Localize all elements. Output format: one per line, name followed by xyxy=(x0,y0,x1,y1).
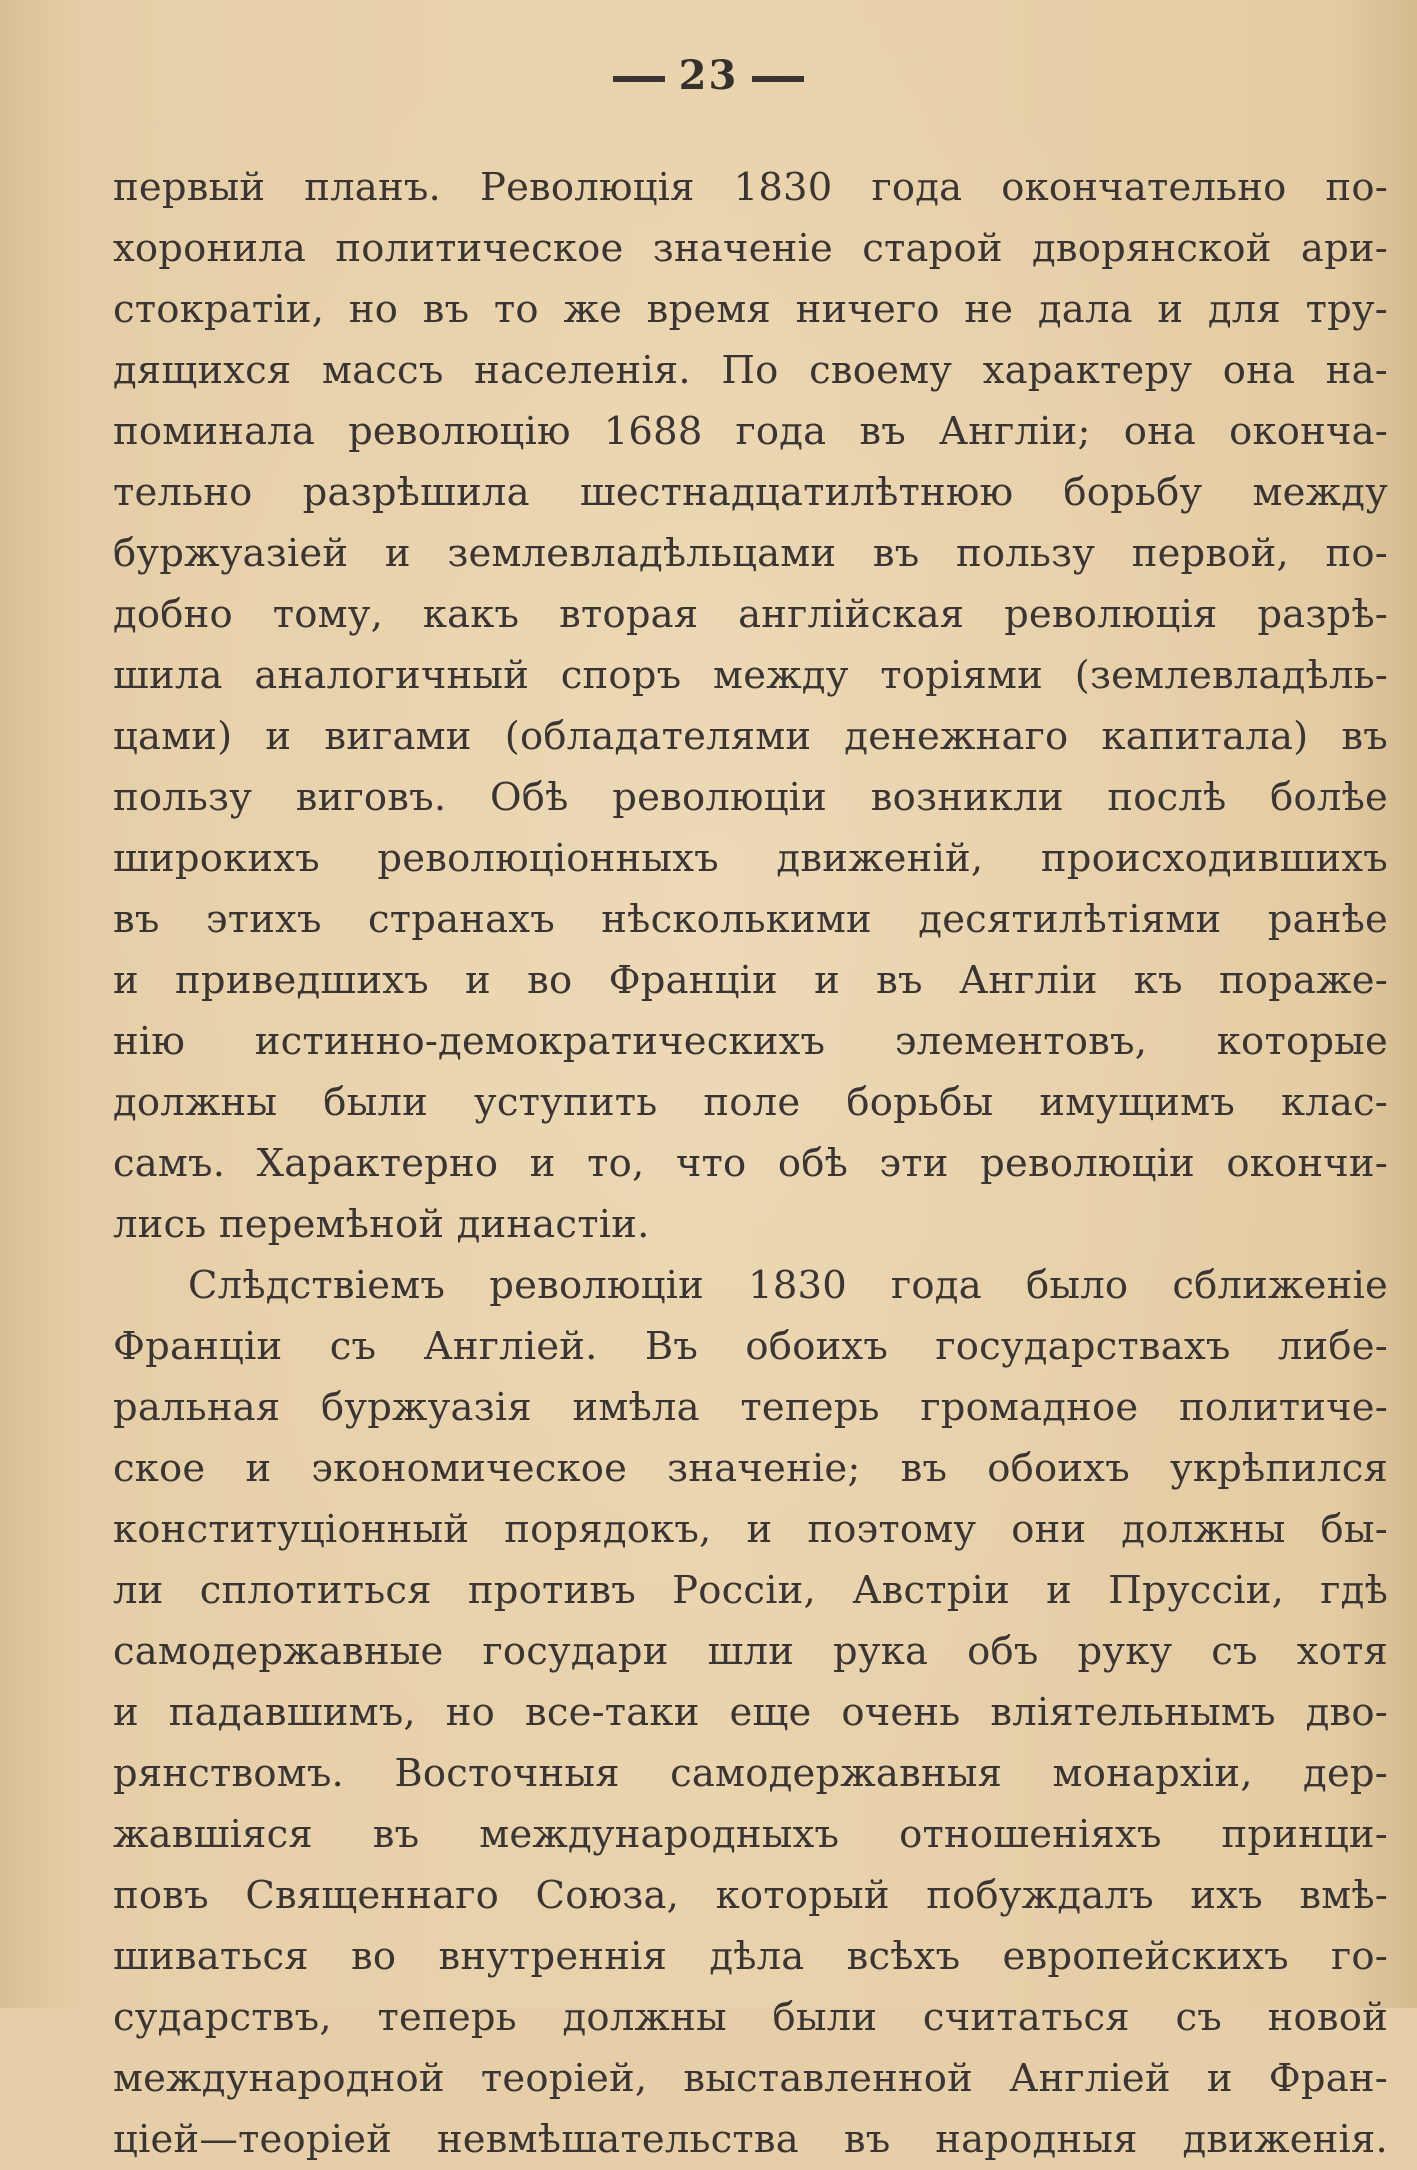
text-line: добно тому, какъ вторая англійская революція разрѣ- xyxy=(113,592,1388,637)
text-line: повъ Священнаго Союза, который побуждалъ ихъ вмѣ- xyxy=(113,1873,1388,1918)
text-line: ли сплотиться противъ Россіи, Австріи и Пруссіи, гдѣ xyxy=(113,1568,1388,1613)
text-line: конституціонный порядокъ, и поэтому они должны бы- xyxy=(113,1507,1388,1552)
page-number: 23 xyxy=(678,52,739,99)
text-line: самодержавные государи шли рука объ руку съ хотя xyxy=(113,1629,1388,1674)
left-dash xyxy=(613,76,665,82)
text-line: Слѣдствіемъ революціи 1830 года было сближеніе xyxy=(188,1263,1388,1308)
text-line: поминала революцію 1688 года въ Англіи; она оконча- xyxy=(113,409,1388,454)
text-line: шила аналогичный споръ между торіями (землевладѣль- xyxy=(113,653,1388,698)
text-line: первый планъ. Революція 1830 года окончательно по- xyxy=(113,165,1388,210)
page-header xyxy=(0,52,1417,99)
text-line: самъ. Характерно и то, что обѣ эти революціи окончи- xyxy=(113,1141,1388,1186)
text-line: пользу виговъ. Обѣ революціи возникли послѣ болѣе xyxy=(113,775,1388,820)
text-line: сударствъ, теперь должны были считаться съ новой xyxy=(113,1995,1388,2040)
text-line: широкихъ революціонныхъ движеній, происходившихъ xyxy=(113,836,1388,881)
text-line: шиваться во внутреннія дѣла всѣхъ европейскихъ го- xyxy=(113,1934,1388,1979)
text-line: въ этихъ странахъ нѣсколькими десятилѣтіями ранѣе xyxy=(113,897,1388,942)
text-line: цами) и вигами (обладателями денежнаго капитала) въ xyxy=(113,714,1388,759)
text-line: должны были уступить поле борьбы имущимъ клас- xyxy=(113,1080,1388,1125)
text-line: нію истинно-демократическихъ элементовъ, которые xyxy=(113,1019,1388,1064)
text-line: ское и экономическое значеніе; въ обоихъ укрѣпился xyxy=(113,1446,1388,1491)
text-line: лись перемѣной династіи. xyxy=(113,1202,650,1247)
text-line: ціей—теоріей невмѣшательства въ народныя движенія. xyxy=(113,2117,1388,2162)
text-line: рянствомъ. Восточныя самодержавныя монархіи, дер- xyxy=(113,1751,1388,1796)
text-line: и приведшихъ и во Франціи и въ Англіи къ пораже- xyxy=(113,958,1388,1003)
text-line: тельно разрѣшила шестнадцатилѣтнюю борьбу между xyxy=(113,470,1388,515)
text-line: буржуазіей и землевладѣльцами въ пользу первой, по- xyxy=(113,531,1388,576)
text-line: ральная буржуазія имѣла теперь громадное политиче- xyxy=(113,1385,1388,1430)
text-line: и падавшимъ, но все-таки еще очень вліятельнымъ дво- xyxy=(113,1690,1388,1735)
text-line: Франціи съ Англіей. Въ обоихъ государствахъ либе- xyxy=(113,1324,1388,1369)
text-line: международной теоріей, выставленной Англіей и Фран- xyxy=(113,2056,1388,2101)
text-line: жавшіяся въ международныхъ отношеніяхъ принци- xyxy=(113,1812,1388,1857)
text-line: дящихся массъ населенія. По своему характеру она на- xyxy=(113,348,1388,393)
right-dash xyxy=(752,76,804,82)
body-text xyxy=(113,157,1388,2170)
text-line: хоронила политическое значеніе старой дворянской ари- xyxy=(113,226,1388,271)
text-line: стократіи, но въ то же время ничего не дала и для тру- xyxy=(113,287,1388,332)
